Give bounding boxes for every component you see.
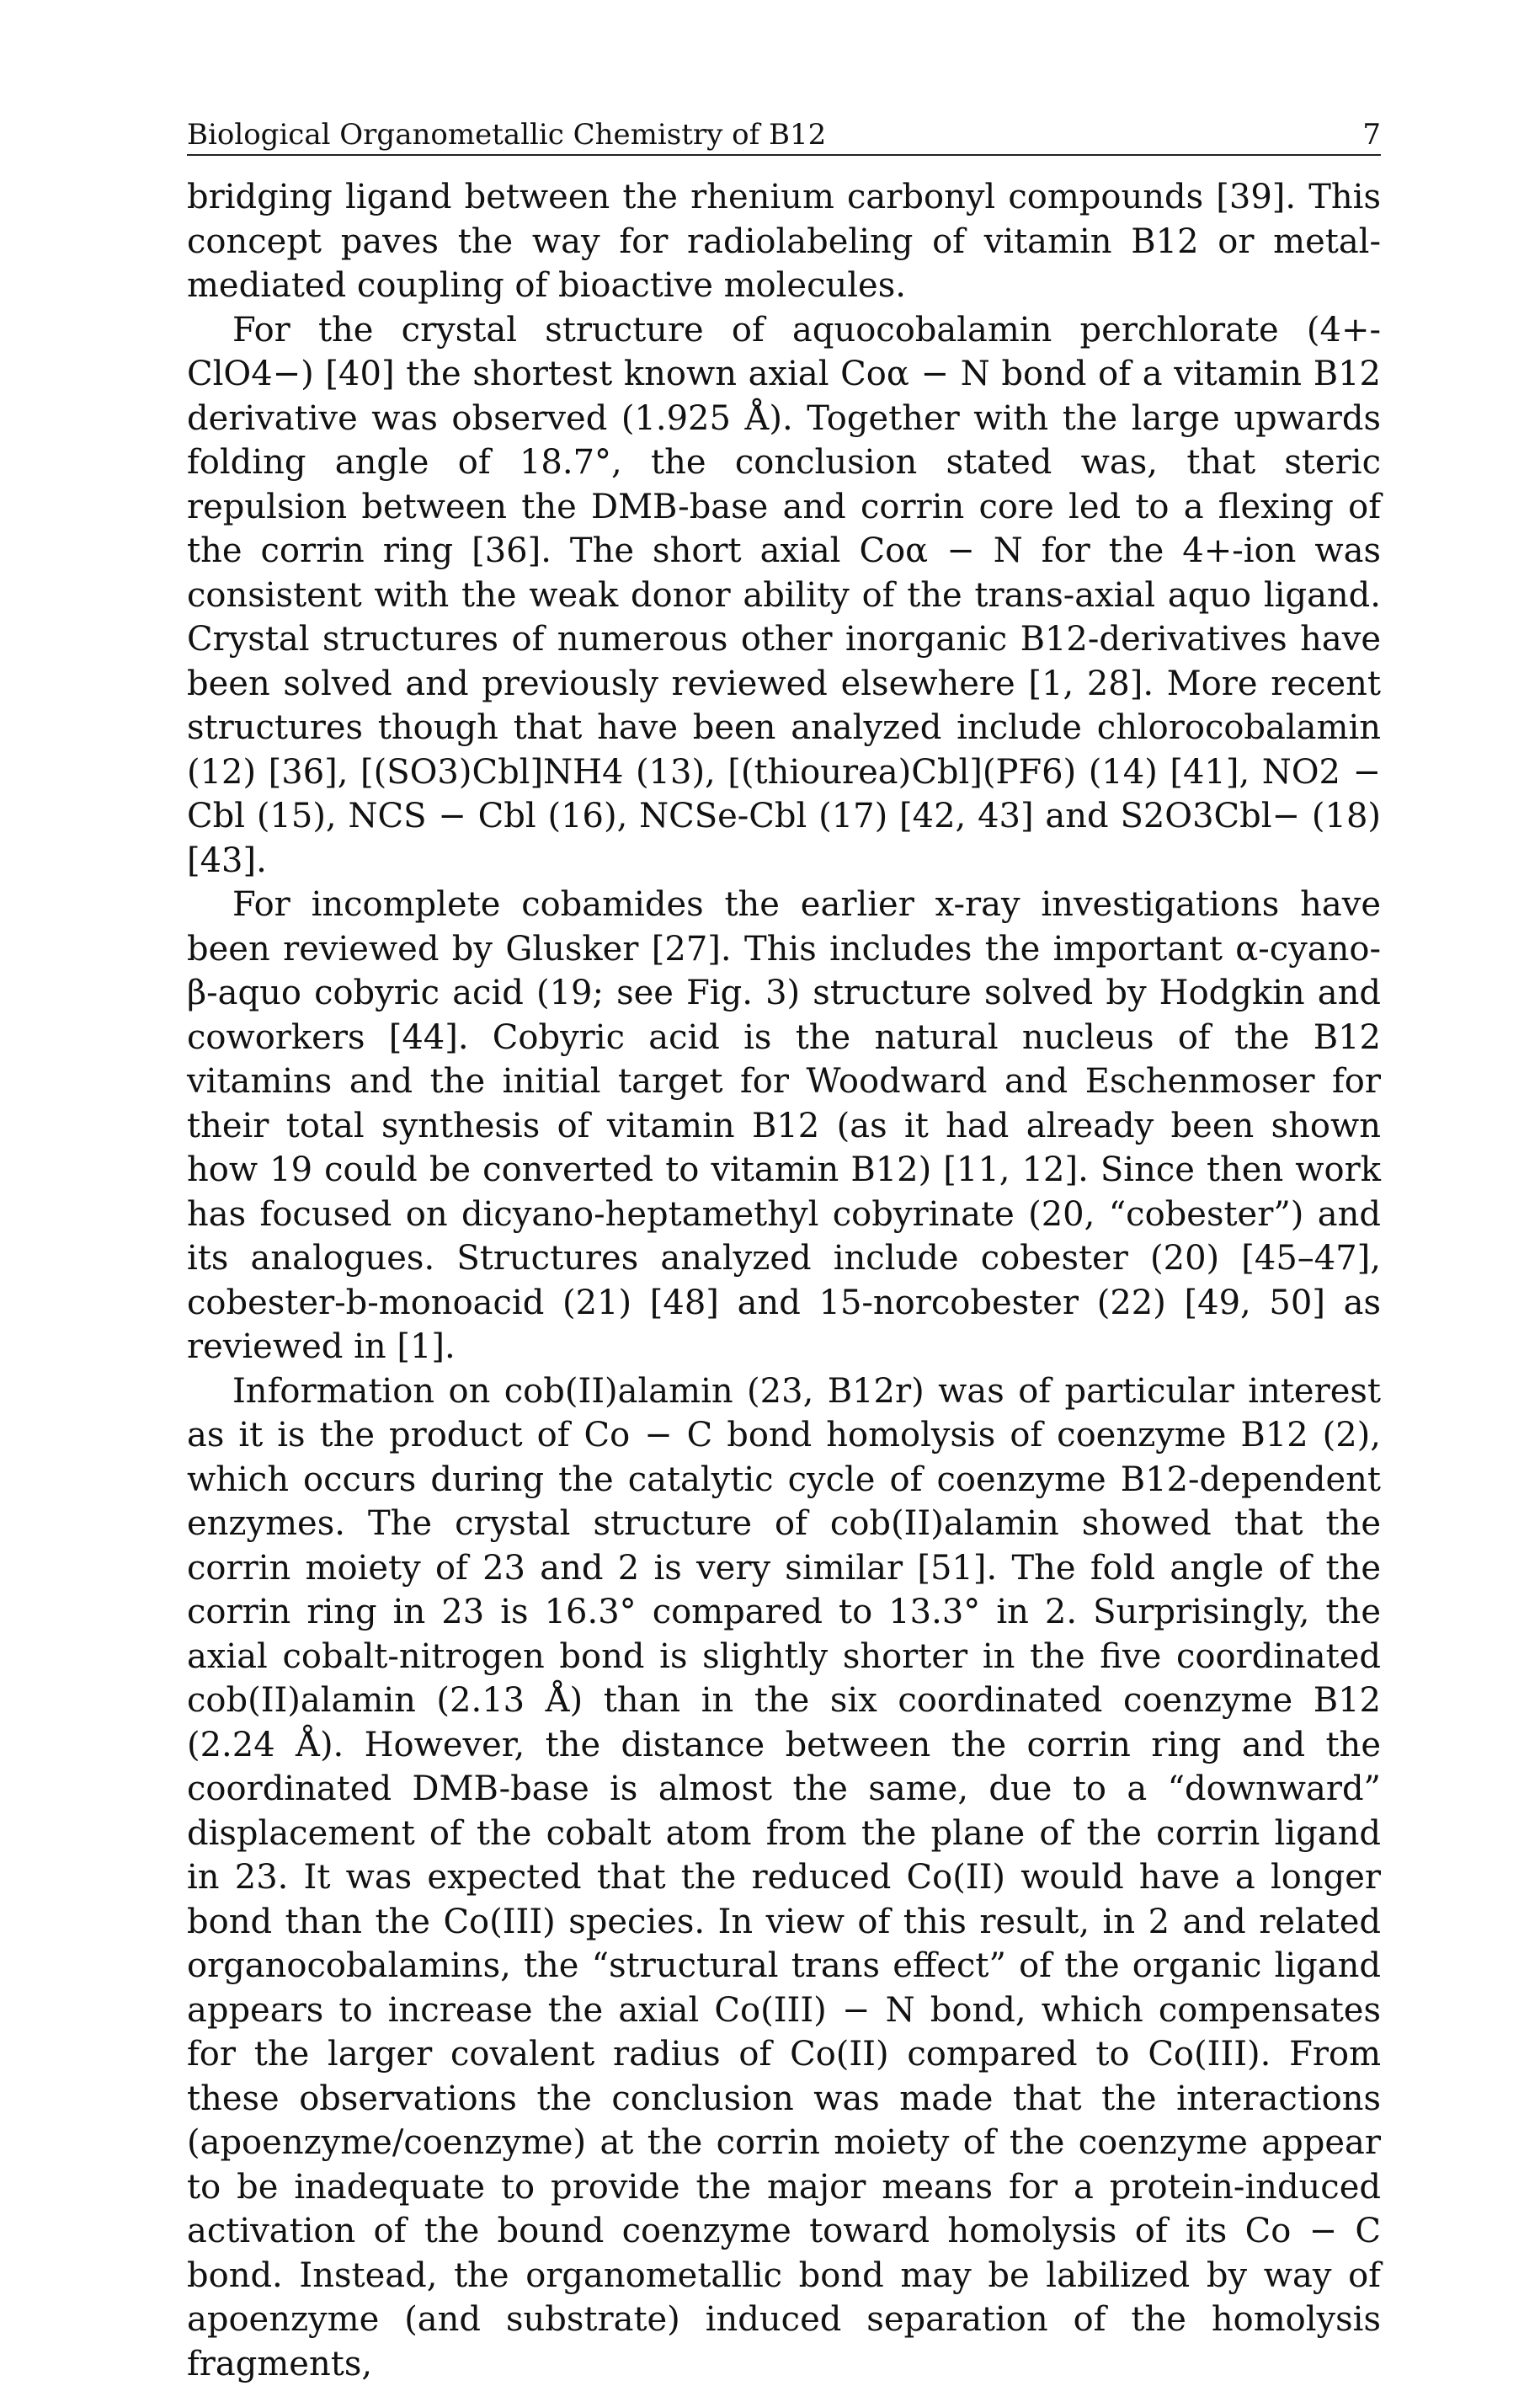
body-text — [187, 175, 1381, 2386]
paragraph-incomplete-cobamides: For incomplete cobamides the earlier x-ray investigations have been reviewed by Glusker [27]. This includes the important α-cyano-β-aquo cobyric acid (19; see Fig. 3) structure solved by Hodgkin and coworkers [44]. Cobyric acid is the natural nucleus of the B12 vitamins and the initial target for Woodward and Eschenmoser for their total synthesis of vitamin B12 (as it had already been shown how 19 could be converted to vitamin B12) [11, 12]. Since then work has focused on dicyano-heptamethyl cobyrinate (20, “cobester”) and its analogues. Structures analyzed include cobester (20) [45–47], cobester-b-monoacid (21) [48] and 15-norcobester (22) [49, 50] as reviewed in [1]. — [187, 883, 1381, 1369]
header-rule — [187, 154, 1381, 156]
page-number: 7 — [1362, 118, 1381, 152]
paragraph-continuation: bridging ligand between the rhenium carbonyl compounds [39]. This concept paves the way for radiolabeling of vitamin B12 or metal-mediated coupling of bioactive molecules. — [187, 175, 1381, 308]
paragraph-cobalamin-ii: Information on cob(II)alamin (23, B12r) was of particular interest as it is the product of Co − C bond homolysis of coenzyme B12 (2), which occurs during the catalytic cycle of coenzyme B12-dependent enzymes. The crystal structure of cob(II)alamin showed that the corrin moiety of 23 and 2 is very similar [51]. The fold angle of the corrin ring in 23 is 16.3° compared to 13.3° in 2. Surprisingly, the axial cobalt-nitrogen bond is slightly shorter in the five coordinated cob(II)alamin (2.13 Å) than in the six coordinated coenzyme B12 (2.24 Å). However, the distance between the corrin ring and the coordinated DMB-base is almost the same, due to a “downward” displacement of the cobalt atom from the plane of the corrin ligand in 23. It was expected that the reduced Co(II) would have a longer bond than the Co(III) species. In view of this result, in 2 and related organocobalamins, the “structural trans effect” of the organic ligand appears to increase the axial Co(III) − N bond, which compensates for the larger covalent radius of Co(II) compared to Co(III). From these observations the conclusion was made that the interactions (apoenzyme/coenzyme) at the corrin moiety of the coenzyme appear to be inadequate to provide the major means for a protein-induced activation of the bound coenzyme toward homolysis of its Co − C bond. Instead, the organometallic bond may be labilized by way of apoenzyme (and substrate) induced separation of the homolysis fragments, — [187, 1369, 1381, 2386]
running-header — [187, 118, 1381, 158]
paragraph-aquocobalamin: For the crystal structure of aquocobalamin perchlorate (4+-ClO4−) [40] the shortest known axial Coα − N bond of a vitamin B12 derivative was observed (1.925 Å). Together with the large upwards folding angle of 18.7°, the conclusion stated was, that steric repulsion between the DMB-base and corrin core led to a flexing of the corrin ring [36]. The short axial Coα − N for the 4+-ion was consistent with the weak donor ability of the trans-axial aquo ligand. Crystal structures of numerous other inorganic B12-derivatives have been solved and previously reviewed elsewhere [1, 28]. More recent structures though that have been analyzed include chlorocobalamin (12) [36], [(SO3)Cbl]NH4 (13), [(thiourea)Cbl](PF6) (14) [41], NO2 − Cbl (15), NCS − Cbl (16), NCSe-Cbl (17) [42, 43] and S2O3Cbl− (18) [43]. — [187, 308, 1381, 883]
running-title: Biological Organometallic Chemistry of B12 — [187, 118, 826, 152]
